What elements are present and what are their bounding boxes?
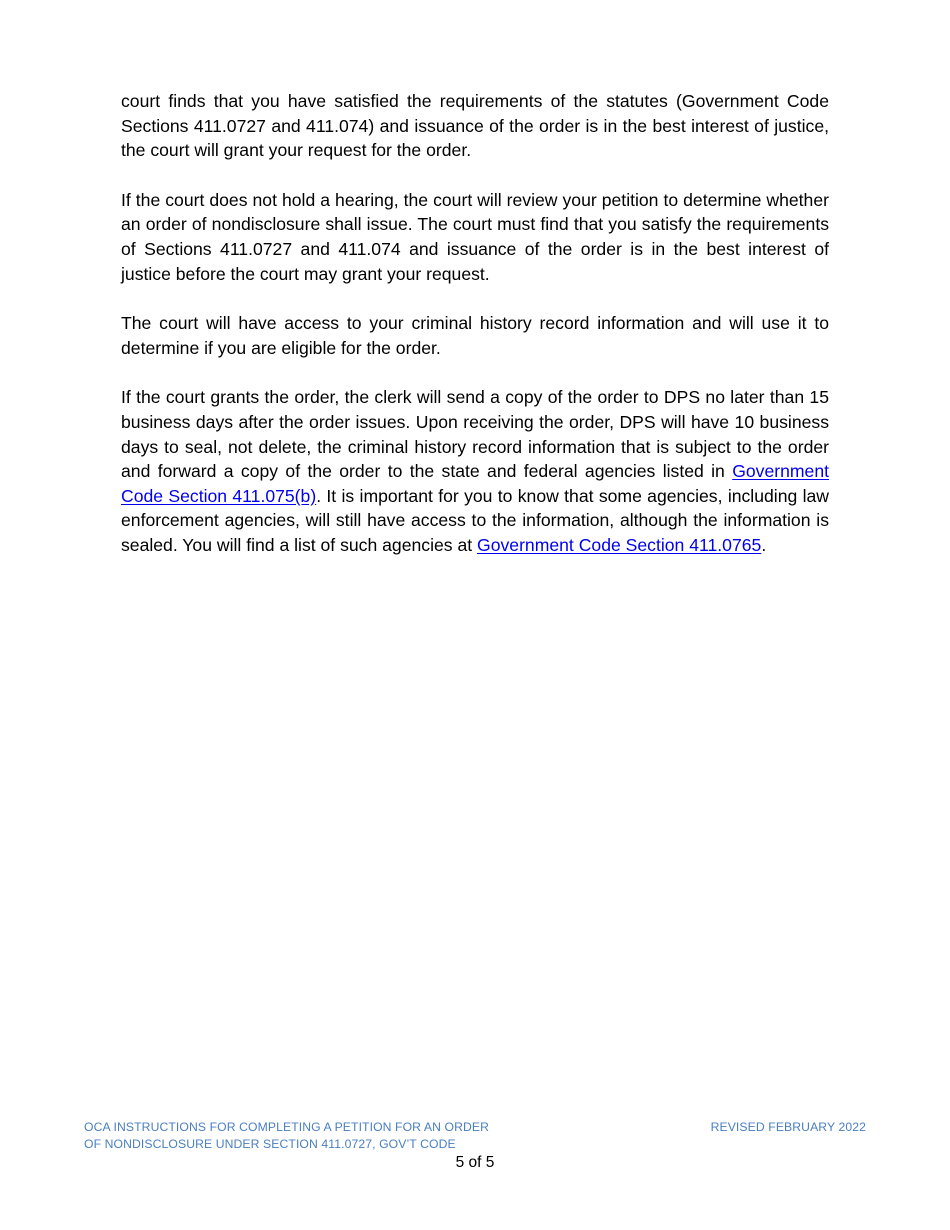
paragraph-text: . [761,534,767,555]
paragraph-text: . It is important for you to know that some agencies, including law enforcement agencies, will still have access to the information, although the information is sealed. You will find a list of such agencies at [121,485,829,555]
footer-document-title [84,1119,489,1153]
link-gov-code-411-0765[interactable]: Government Code Section 411.0765 [477,534,762,555]
document-body [121,89,829,583]
paragraph-text: If the court grants the order, the clerk will send a copy of the order to DPS no later than 15 business days after the order issues. Upon receiving the order, DPS will have 10 business days to seal, not delete, the criminal history record information that is subject to the order and forward a copy of the order to the state and federal agencies listed in [121,387,829,482]
footer-title-line-2: OF NONDISCLOSURE UNDER SECTION 411.0727, GOV’T CODE [84,1137,456,1151]
footer-title-line-1: OCA INSTRUCTIONS FOR COMPLETING A PETITION FOR AN ORDER [84,1120,490,1134]
paragraph-no-hearing: If the court does not hold a hearing, the court will review your petition to determine whether an order of nondisclosure shall issue. The court must find that you satisfy the requirements of Sections 411.0727 and 411.074 and issuance of the order is in the best interest of justice before the court may grant your request. [121,189,829,284]
footer-revision-date: REVISED FEBRUARY 2022 [710,1120,866,1134]
link-gov-code-411-075b[interactable]: Government Code Section 411.075(b) [121,461,829,506]
paragraph-order-granted [121,385,829,557]
paragraph-court-finds: court finds that you have satisfied the requirements of the statutes (Government Code Sections 411.0727 and 411.074) and issuance of the order is in the best interest of justice, the court will grant your request for the order. [121,91,829,161]
paragraph-criminal-history-access: The court will have access to your criminal history record information and will use it to determine if you are eligible for the order. [121,313,829,358]
page-number: 5 of 5 [455,1154,495,1171]
